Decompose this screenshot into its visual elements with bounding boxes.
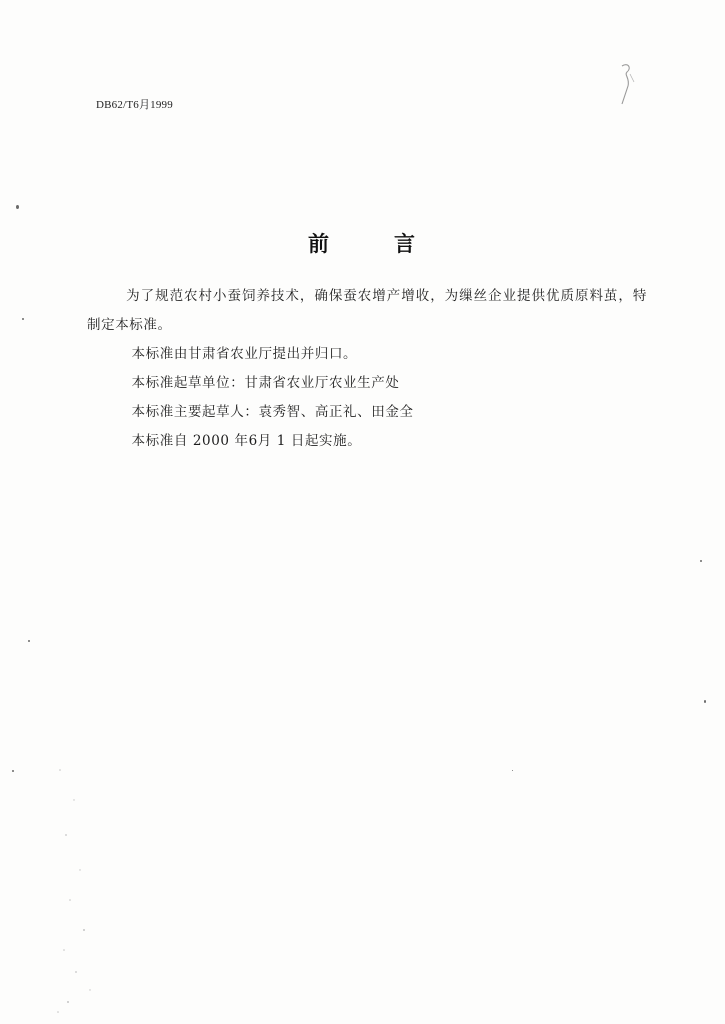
paragraph-effective-date: 本标准自 2000 年6月 1 日起实施。 xyxy=(131,433,362,449)
page-title: 前 言 xyxy=(308,231,437,256)
document-body xyxy=(87,282,647,456)
paragraph-proposer: 本标准由甘肃省农业厅提出并归口。 xyxy=(131,346,358,362)
paragraph-drafting-unit: 本标准起草单位：甘肃省农业厅农业生产处 xyxy=(131,375,400,391)
paragraph-drafters: 本标准主要起草人：袁秀智、高正礼、田金全 xyxy=(131,404,414,420)
standard-code: DB62/T6月1999 xyxy=(96,99,173,111)
scan-edge-noise xyxy=(40,740,110,1020)
handwritten-mark xyxy=(612,60,642,110)
paragraph-purpose: 为了规范农村小蚕饲养技术，确保蚕农增产增收，为缫丝企业提供优质原料茧，特制定本标准。 xyxy=(87,288,647,333)
